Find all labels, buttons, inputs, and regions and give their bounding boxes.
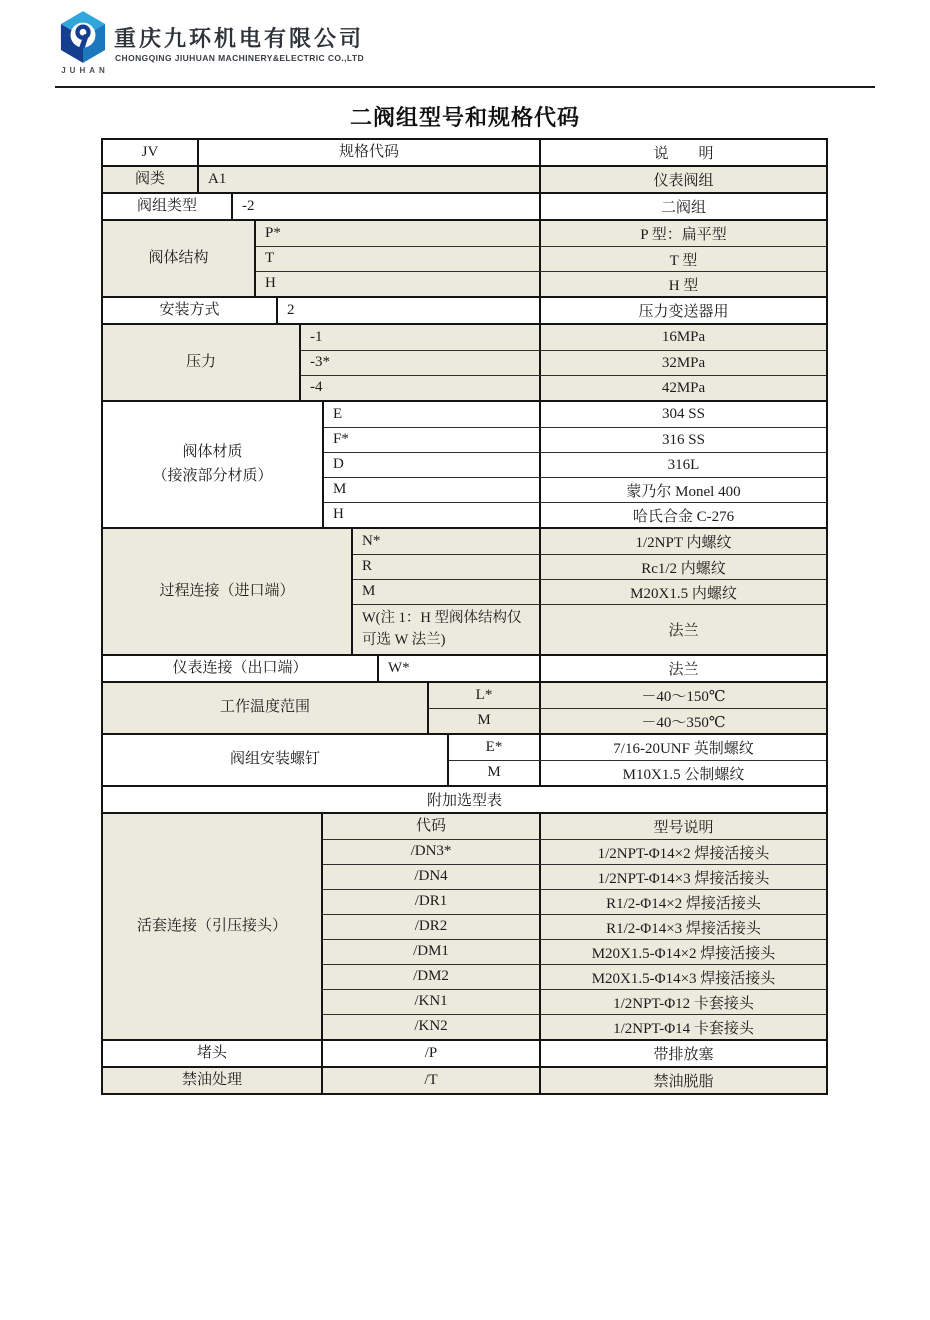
- code-cell: M: [449, 761, 541, 785]
- label-cell: JV: [103, 140, 199, 165]
- label-cell: 压力: [103, 325, 301, 400]
- code-cell: -2: [233, 194, 541, 219]
- desc-cell: 1/2NPT-Φ14×3 焊接活接头: [597, 870, 770, 887]
- desc-cell: M20X1.5 内螺纹: [630, 585, 737, 602]
- desc-cell: M20X1.5-Φ14×2 焊接活接头: [591, 945, 776, 962]
- desc-cell: 1/2NPT 内螺纹: [635, 535, 732, 551]
- desc-cell: 32MPa: [661, 354, 706, 371]
- addon-title-cell: 附加选型表: [426, 793, 502, 809]
- desc-cell: 带排放塞: [653, 1047, 714, 1063]
- label-cell: 阀组安装螺钉: [103, 735, 449, 785]
- code-header-cell: 代码: [323, 814, 541, 839]
- code-cell: M: [353, 580, 541, 604]
- label-cell: 工作温度范围: [103, 683, 429, 733]
- desc-cell: 316L: [667, 456, 700, 473]
- desc-cell: 1/2NPT-Φ14 卡套接头: [613, 1020, 754, 1037]
- code-cell: W*: [379, 656, 541, 681]
- table-group-instrument-connection: [103, 654, 826, 681]
- desc-cell: 蒙乃尔 Monel 400: [626, 483, 741, 500]
- desc-cell: 仪表阀组: [653, 173, 714, 189]
- desc-cell: 1/2NPT-Φ14×2 焊接活接头: [597, 845, 770, 862]
- desc-cell: 42MPa: [661, 379, 706, 396]
- label-line2: （接液部分材质）: [152, 467, 273, 484]
- desc-cell: －40～350℃: [641, 714, 726, 731]
- desc-cell: 二阀组: [660, 200, 706, 216]
- page-title: 二阀组型号和规格代码: [349, 105, 580, 130]
- label-line1: 阀体材质: [182, 444, 243, 461]
- code-cell: -4: [301, 376, 541, 400]
- code-cell: /DM2: [323, 965, 541, 989]
- label-cell: 安装方式: [103, 298, 278, 323]
- company-name-english: CHONGQING JIUHUAN MACHINERY&ELECTRIC CO.,LTD: [115, 53, 364, 63]
- code-cell: -1: [301, 325, 541, 350]
- code-cell: 2: [278, 298, 541, 323]
- code-cell: /DM1: [323, 940, 541, 964]
- table-group-body-structure: [103, 219, 826, 296]
- desc-cell: 16MPa: [661, 329, 706, 345]
- code-cell: /DR2: [323, 915, 541, 939]
- table-group-pressure: [103, 323, 826, 400]
- code-cell: /P: [323, 1041, 541, 1066]
- label-cell: [103, 402, 324, 527]
- table-group-valve-class: [103, 165, 826, 192]
- code-cell: E*: [449, 735, 541, 760]
- letterhead: [0, 0, 930, 90]
- letterhead-divider: [55, 86, 875, 88]
- code-cell: A1: [199, 167, 541, 192]
- table-group-manifold-type: [103, 192, 826, 219]
- desc-cell: 304 SS: [662, 406, 705, 422]
- code-cell: N*: [353, 529, 541, 554]
- desc-cell: M20X1.5-Φ14×3 焊接活接头: [591, 970, 776, 987]
- desc-cell: M10X1.5 公制螺纹: [622, 766, 745, 783]
- code-cell: D: [324, 453, 541, 477]
- code-cell: T: [256, 247, 541, 271]
- spec-table: [101, 138, 828, 1095]
- table-group-process-connection: [103, 527, 826, 654]
- code-cell: R: [353, 555, 541, 579]
- label-cell: 活套连接（引压接头）: [103, 814, 323, 1039]
- label-cell: 禁油处理: [103, 1068, 323, 1093]
- code-cell: M: [429, 709, 541, 733]
- table-group-plug: [103, 1039, 826, 1066]
- label-cell: 仪表连接（出口端）: [103, 656, 379, 681]
- code-cell: /DR1: [323, 890, 541, 914]
- code-cell: -3*: [301, 351, 541, 375]
- code-cell: /T: [323, 1068, 541, 1093]
- table-group-mounting-screw: [103, 733, 826, 785]
- desc-cell: 法兰: [668, 662, 699, 678]
- code-cell: H: [256, 272, 541, 296]
- code-cell: F*: [324, 428, 541, 452]
- label-cell: 阀组类型: [103, 194, 233, 219]
- label-cell: 堵头: [103, 1041, 323, 1066]
- desc-cell: 316 SS: [662, 431, 705, 448]
- desc-header-cell: 说 明: [653, 146, 714, 162]
- code-cell: H: [324, 503, 541, 527]
- desc-cell: 1/2NPT-Φ12 卡套接头: [613, 995, 754, 1012]
- company-logo: [54, 10, 112, 75]
- desc-cell: P 型：扁平型: [640, 227, 727, 243]
- desc-cell: T 型: [669, 252, 698, 269]
- desc-cell: 法兰: [668, 623, 699, 639]
- table-group-oil-free: [103, 1066, 826, 1093]
- desc-cell: －40～150℃: [641, 689, 726, 705]
- code-header-cell: 规格代码: [199, 140, 541, 165]
- company-name-chinese: 重庆九环机电有限公司: [114, 26, 365, 51]
- desc-header-cell: 型号说明: [653, 820, 714, 836]
- code-cell: E: [324, 402, 541, 427]
- logo-wordmark: JUHAN: [61, 66, 109, 75]
- desc-cell: Rc1/2 内螺纹: [641, 560, 726, 577]
- desc-cell: 哈氏合金 C-276: [632, 508, 735, 525]
- code-cell: /DN3*: [323, 840, 541, 864]
- desc-cell: R1/2-Φ14×3 焊接活接头: [606, 920, 761, 937]
- desc-cell: R1/2-Φ14×2 焊接活接头: [606, 895, 761, 912]
- desc-cell: 压力变送器用: [638, 304, 729, 320]
- table-group-mounting: [103, 296, 826, 323]
- code-cell: P*: [256, 221, 541, 246]
- label-cell: 过程连接（进口端）: [103, 529, 353, 654]
- desc-cell: H 型: [668, 277, 699, 294]
- code-cell: M: [324, 478, 541, 502]
- code-cell-note: W(注 1：H 型阀体结构仅可选 W 法兰): [353, 605, 541, 654]
- label-cell: 阀类: [103, 167, 199, 192]
- table-group-body-material: [103, 400, 826, 527]
- label-cell: 阀体结构: [103, 221, 256, 296]
- table-group-temp-range: [103, 681, 826, 733]
- desc-cell: 禁油脱脂: [653, 1074, 714, 1090]
- hexagon-logo-icon: [59, 10, 107, 64]
- table-group-addon-title: [103, 785, 826, 812]
- code-cell: /KN2: [323, 1015, 541, 1039]
- code-cell: /KN1: [323, 990, 541, 1014]
- code-cell: /DN4: [323, 865, 541, 889]
- table-group-header: [103, 140, 826, 165]
- table-group-union-connection: [103, 812, 826, 1039]
- desc-cell: 7/16-20UNF 英制螺纹: [613, 741, 754, 757]
- code-cell: L*: [429, 683, 541, 708]
